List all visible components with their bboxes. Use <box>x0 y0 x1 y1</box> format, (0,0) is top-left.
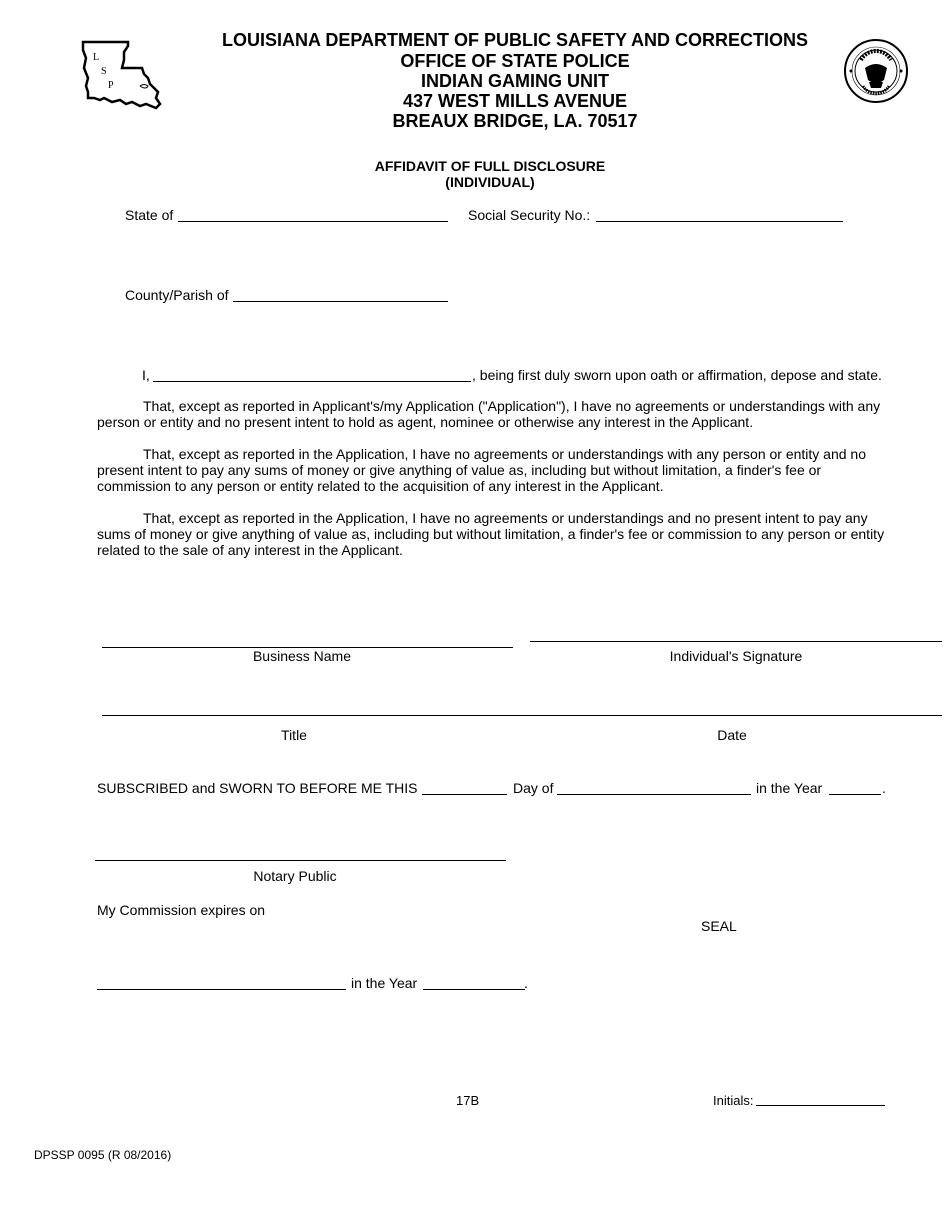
form-title <box>290 158 690 190</box>
logo-letter-s: S <box>101 66 107 77</box>
individual-signature-line[interactable] <box>530 641 942 642</box>
subscribed-month-field[interactable] <box>557 794 751 795</box>
paragraph-2-text: That, except as reported in the Application, I have no agreements or understandings with any person or entity and no present intent to pay any sums of money or give anything of value as, including but without limitation, a finder's fee or commission to any person or entity related to the acquisition of any interest in the Applicant. <box>97 446 867 494</box>
individual-signature-label: Individual's Signature <box>669 648 803 664</box>
state-seal-icon <box>843 38 909 104</box>
title-label: Title <box>281 727 307 743</box>
page-code: 17B <box>456 1093 480 1108</box>
louisiana-outline-icon <box>80 38 164 112</box>
paragraph-3 <box>97 510 892 558</box>
lsp-logo <box>80 38 164 112</box>
paragraph-1-text: That, except as reported in Applicant's/my Application ("Application"), I have no agreements or understandings with any person or entity and no present intent to hold as agent, nominee or otherwise any interest in the Applicant. <box>97 398 881 430</box>
commission-year-field[interactable] <box>423 989 525 990</box>
ssn-label: Social Security No.: <box>468 207 591 223</box>
sworn-statement: , being first duly sworn upon oath or affirmation, depose and state. <box>472 367 882 383</box>
initials-field[interactable] <box>756 1105 885 1106</box>
header-office: OFFICE OF STATE POLICE <box>400 51 630 71</box>
county-field[interactable] <box>233 301 448 302</box>
commission-period: . <box>524 975 528 991</box>
commission-year-label: in the Year <box>351 975 418 991</box>
day-of-label: Day of <box>513 780 554 796</box>
subscribed-year-label: in the Year <box>756 780 823 796</box>
header-city: BREAUX BRIDGE, LA. 70517 <box>392 111 638 131</box>
commission-expires-label: My Commission expires on <box>97 902 266 918</box>
commission-date-field[interactable] <box>97 989 346 990</box>
ssn-field[interactable] <box>596 221 843 222</box>
state-seal <box>843 38 909 104</box>
title-date-line[interactable] <box>102 715 942 716</box>
date-label: Date <box>717 727 747 743</box>
form-title-sub: (INDIVIDUAL) <box>445 174 535 190</box>
notary-public-label: Notary Public <box>253 868 337 884</box>
county-label: County/Parish of <box>125 287 229 303</box>
form-title-main: AFFIDAVIT OF FULL DISCLOSURE <box>374 158 606 174</box>
state-of-label: State of <box>125 207 174 223</box>
seal-label: SEAL <box>701 918 737 934</box>
subscribed-period: . <box>882 780 886 796</box>
subscribed-label: SUBSCRIBED and SWORN TO BEFORE ME THIS <box>97 780 418 796</box>
paragraph-3-text: That, except as reported in the Application, I have no agreements or understandings and no present intent to pay any sums of money or give anything of value as, including but without limitation, a finder's fee or commission to any person or entity related to the sale of any interest in the Applicant. <box>97 510 885 558</box>
logo-letter-l: L <box>93 52 100 63</box>
header-unit: INDIAN GAMING UNIT <box>421 71 609 91</box>
header-department: LOUISIANA DEPARTMENT OF PUBLIC SAFETY AND CORRECTIONS <box>221 30 808 50</box>
state-of-field[interactable] <box>178 221 448 222</box>
notary-signature-line[interactable] <box>95 860 506 861</box>
subscribed-year-field[interactable] <box>829 794 881 795</box>
subscribed-day-field[interactable] <box>422 794 507 795</box>
affiant-name-field[interactable] <box>153 381 471 382</box>
paragraph-2 <box>97 446 892 494</box>
logo-letter-p: P <box>108 80 114 91</box>
form-number: DPSSP 0095 (R 08/2016) <box>34 1148 172 1162</box>
affiant-prefix: I, <box>142 367 150 383</box>
paragraph-1 <box>97 398 892 430</box>
business-name-label: Business Name <box>252 648 352 664</box>
initials-label: Initials: <box>713 1093 754 1108</box>
header-street: 437 WEST MILLS AVENUE <box>402 91 628 111</box>
